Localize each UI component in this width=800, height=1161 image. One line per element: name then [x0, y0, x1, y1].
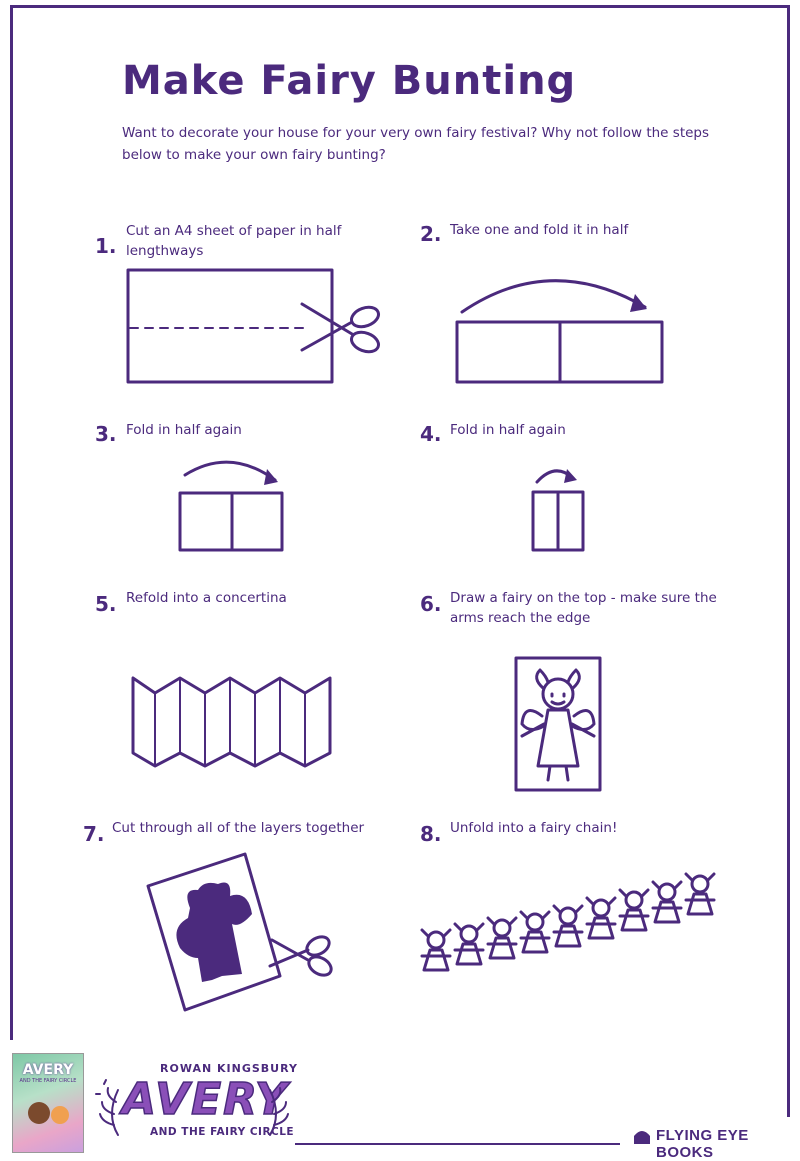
step-3-number: 3. — [95, 422, 117, 446]
publisher-name: FLYING EYE BOOKS — [656, 1127, 749, 1161]
step-6-illustration — [512, 654, 607, 794]
page-title: Make Fairy Bunting — [122, 58, 577, 104]
step-6-number: 6. — [420, 592, 442, 616]
paper-sheet — [128, 270, 332, 382]
step-4-number: 4. — [420, 422, 442, 446]
arrow-head-icon — [630, 294, 647, 312]
step-2-number: 2. — [420, 222, 442, 246]
step-4-illustration — [525, 460, 595, 555]
step-8-number: 8. — [420, 822, 442, 846]
cover-character — [51, 1106, 69, 1124]
step-5-number: 5. — [95, 592, 117, 616]
fold-arrow — [462, 281, 645, 312]
page-frame-top — [10, 5, 790, 8]
step-1-number: 1. — [95, 234, 117, 258]
step-3-illustration — [170, 455, 300, 555]
step-7-number: 7. — [83, 822, 105, 846]
page-frame-left — [10, 5, 13, 1040]
step-2-illustration — [450, 262, 670, 392]
step-5-text: Refold into a concertina — [126, 590, 287, 606]
cover-title: AVERY — [22, 1062, 74, 1078]
scissors-icon — [302, 304, 381, 355]
step-4-text: Fold in half again — [450, 422, 566, 438]
publisher-logo-icon — [632, 1126, 652, 1146]
intro-text: Want to decorate your house for your very own fairy festival? Why not follow the steps below to make your own fairy bunting? — [122, 125, 710, 163]
fairy-silhouette — [176, 883, 252, 983]
step-1-text: Cut an A4 sheet of paper in half lengthways — [126, 223, 342, 259]
step-7-illustration — [140, 848, 350, 1018]
book-author: ROWAN KINGSBURY — [160, 1062, 298, 1075]
arrow-head-icon — [564, 469, 577, 483]
step-7-text: Cut through all of the layers together — [112, 820, 365, 836]
step-1-illustration — [120, 262, 390, 392]
page-frame-bottom — [295, 1143, 620, 1145]
step-8-illustration — [415, 868, 735, 980]
book-cover — [12, 1053, 84, 1153]
step-2-text: Take one and fold it in half — [450, 222, 629, 238]
cover-subtitle: AND THE FAIRY CIRCLE — [19, 1078, 77, 1084]
step-6-text: Draw a fairy on the top - make sure the arms reach the edge — [450, 590, 717, 626]
page-frame-right — [787, 5, 790, 1117]
book-subtitle: AND THE FAIRY CIRCLE — [150, 1126, 295, 1138]
fairy-chain — [422, 874, 714, 970]
concertina-outline — [133, 678, 330, 766]
arrow-head-icon — [264, 469, 278, 485]
step-8-text: Unfold into a fairy chain! — [450, 820, 618, 836]
fold-arrow — [185, 462, 275, 480]
book-title: AVERY — [122, 1074, 289, 1125]
step-3-text: Fold in half again — [126, 422, 242, 438]
step-5-illustration — [125, 668, 340, 773]
cover-character — [28, 1102, 50, 1124]
fairy-drawing — [522, 670, 594, 780]
